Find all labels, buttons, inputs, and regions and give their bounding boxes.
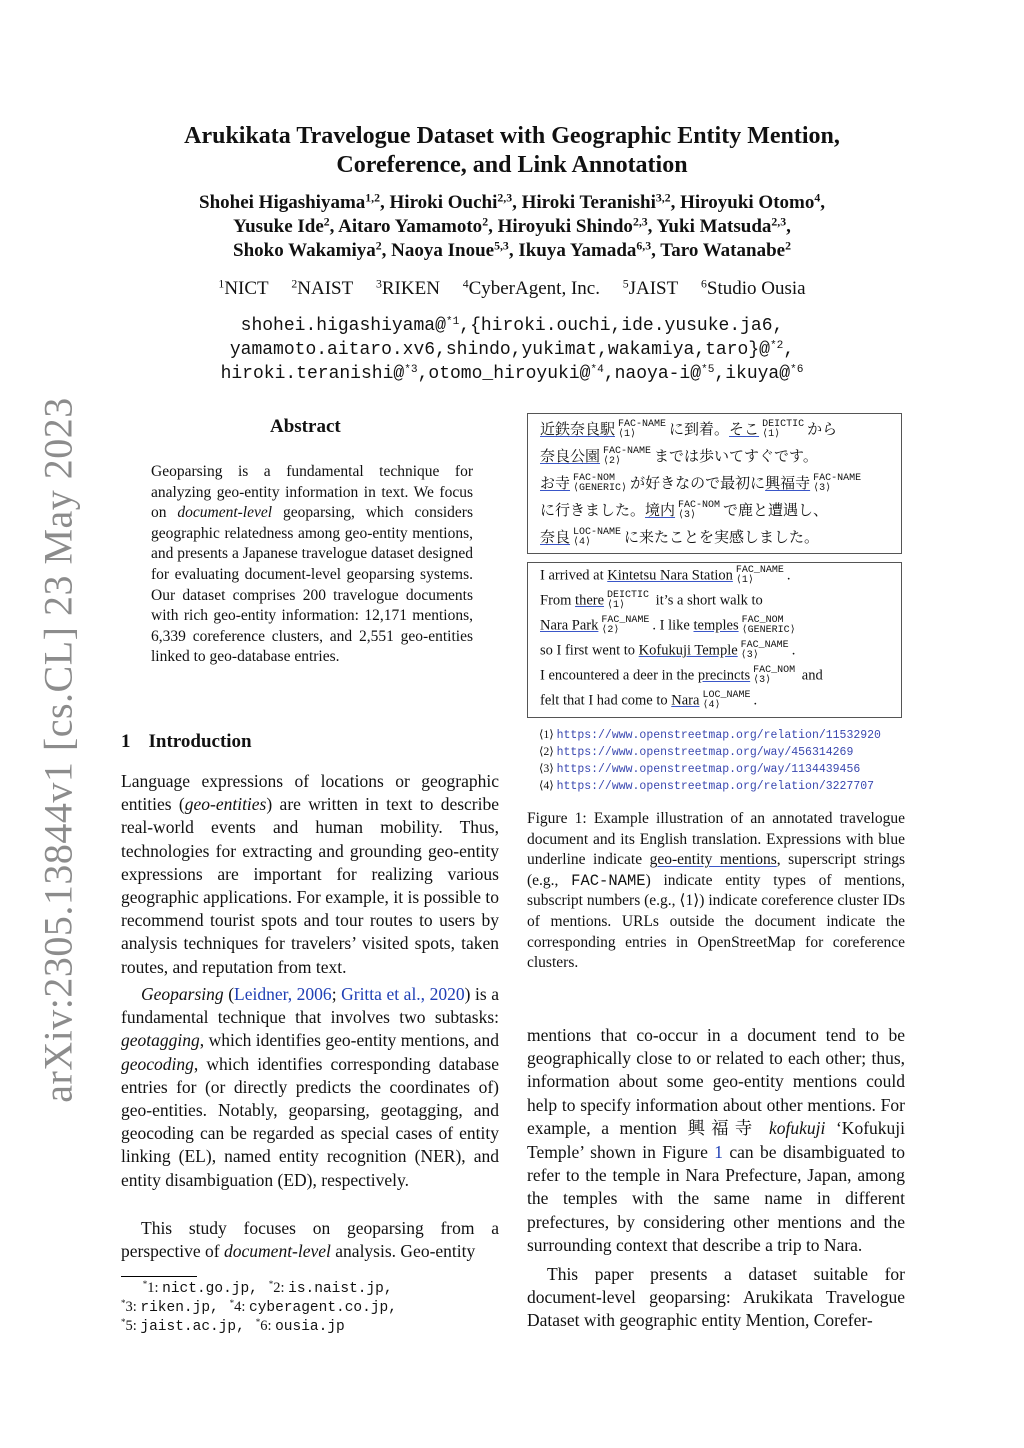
figure-english-translation	[527, 562, 902, 718]
footnote-line: *5: jaist.ac.jp, *6: ousia.jp	[121, 1317, 345, 1335]
author-name: Yusuke Ide	[233, 216, 324, 237]
url-entry: ⟨3⟩ https://www.openstreetmap.org/way/1134439456	[539, 763, 861, 776]
author-line: Yusuke Ide$^2$, Aitaro Yamamoto$^2$, Hiroyuki Shindo$^{2,3}$, Yuki Matsuda$^{2,3}$,	[233, 215, 791, 237]
footnote-line: *3: riken.jp, *4: cyberagent.co.jp,	[121, 1298, 397, 1316]
figure-line: に行きました。境内 FAC-NOM ⟨3⟩ で鹿と遭遇し、	[540, 499, 829, 521]
osm-link[interactable]: https://www.openstreetmap.org/relation/3227707	[556, 780, 875, 793]
affiliation: $^1$NICT	[218, 277, 269, 299]
author-name: Hiroki Teranishi	[521, 192, 656, 213]
figure-line: From there DEICTIC ⟨1⟩ it’s a short walk to	[540, 590, 763, 611]
author-name: Naoya Inoue	[391, 240, 495, 261]
url-entry: ⟨2⟩ https://www.openstreetmap.org/way/456314269	[539, 746, 854, 759]
email-line: hiroki.teranishi@$^{*3}$,otomo_hiroyuki@$^{*4}$,naoya-i@$^{*5}$,ikuya@$^{*6}$	[220, 363, 804, 384]
abstract-heading: Abstract	[270, 416, 341, 437]
author-line: Shohei Higashiyama$^{1,2}$, Hiroki Ouchi$^{2,3}$, Hiroki Teranishi$^{3,2}$, Hiroyuki Otomo$^4$,	[199, 191, 825, 213]
paper-title	[120, 122, 904, 180]
section-heading-introduction: 1 Introduction	[121, 731, 252, 752]
figure-japanese-example	[527, 413, 902, 554]
figure-line: felt that I had come to Nara LOC_NAME ⟨4⟩ .	[540, 690, 758, 711]
author-line: Shoko Wakamiya$^2$, Naoya Inoue$^{5,3}$, Ikuya Yamada$^{6,3}$, Taro Watanabe$^2$	[233, 239, 791, 261]
email-line: shohei.higashiyama@$^{*1}$,{hiroki.ouchi,ide.yusuke.ja6,	[240, 315, 784, 336]
affiliation: $^4$CyberAgent, Inc.	[462, 277, 600, 299]
osm-link[interactable]: https://www.openstreetmap.org/relation/11532920	[556, 729, 881, 742]
figure-line: 奈良公園 FAC-NAME ⟨2⟩ までは歩いてすぐです。	[540, 445, 818, 467]
email-line: yamamoto.aitaro.xv6,shindo,yukimat,wakamiya,taro}@$^{*2}$,	[229, 339, 795, 360]
author-name: Ikuya Yamada	[518, 240, 637, 261]
url-entry: ⟨4⟩ https://www.openstreetmap.org/relation/3227707	[539, 780, 875, 793]
footnote-line: *1: nict.go.jp, *2: is.naist.jp,	[142, 1279, 393, 1297]
figure-line: 近鉄奈良駅 FAC-NAME ⟨1⟩ に到着。そこ DEICTIC ⟨1⟩ から	[540, 418, 838, 440]
author-name: Shoko Wakamiya	[233, 240, 376, 261]
footnotes	[121, 1279, 501, 1336]
affiliation: $^2$NAIST	[291, 277, 354, 299]
arxiv-identifier	[8, 397, 108, 1103]
right-paragraph-1: mentions that co-occur in a document tend to be geographically close to or related to each other; thus, information about some geo-entity mentions could help to specify information about other mentions. For example, a mention 興福寺 kofukuji ‘Kofukuji Temple’ shown in Figure 1 can be disambiguated to refer to the temple in Nara Prefecture, Japan, among the temples with the same name in different prefectures, by considering other mentions and the surrounding context that describe a trip to Nara.	[527, 1025, 905, 1255]
figure-line: Nara Park FAC_NAME ⟨2⟩ . I like temples FAC_NOM ⟨GENERIC⟩	[540, 615, 796, 636]
intro-paragraph-3: This study focuses on geoparsing from a perspective of document-level analysis. Geo-entity	[121, 1218, 499, 1262]
figure-line: so I first went to Kofukuji Temple FAC_NAME ⟨3⟩ .	[540, 640, 796, 661]
author-name: Hiroki Ouchi	[389, 192, 498, 213]
author-emails	[120, 314, 904, 386]
affiliation: $^5$JAIST	[622, 277, 679, 299]
osm-link[interactable]: https://www.openstreetmap.org/way/456314269	[556, 746, 854, 759]
figure-line: I arrived at Kintetsu Nara Station FAC_NAME ⟨1⟩ .	[540, 565, 791, 586]
figure-line: お寺 FAC-NOM ⟨GENERIC⟩ が好きなので最初に興福寺 FAC-NAME ⟨3⟩	[540, 472, 862, 494]
osm-link[interactable]: https://www.openstreetmap.org/way/1134439456	[556, 763, 861, 776]
right-paragraph-2: This paper presents a dataset suitable for document-level geoparsing: Arukikata Travelogue Dataset with geographic entity Mention, Corefer-	[527, 1264, 905, 1331]
affiliations	[120, 278, 904, 300]
author-name: Shohei Higashiyama	[199, 192, 366, 213]
citation-link[interactable]: Leidner, 2006	[234, 984, 332, 1004]
intro-paragraph-1: Language expressions of locations or geographic entities (geo-entities) are written in text to describe real-world events and human mobility. Thus, technologies for extracting and grounding geo-entity expressions are important for realizing various geographic applications. For example, it is possible to recommend tourist spots and tour routes to users by analysis techniques for travelers’ visited spots, taken routes, and reputation from text.	[121, 771, 500, 977]
affiliation: $^6$Studio Ousia	[700, 277, 806, 299]
author-name: Yuki Matsuda	[656, 216, 772, 237]
arxiv-id-text: arXiv:2305.13844v1 [cs.CL] 23 May 2023	[35, 397, 81, 1103]
footnote-divider	[121, 1276, 197, 1277]
intro-paragraph-2: Geoparsing (Leidner, 2006; Gritta et al., 2020) is a fundamental technique that involves two subtasks: geotagging, which identifies geo-entity mentions, and geocoding, which identifies corresponding database entries for (or directly predicts the coordinates of) geo-entities. Notably, geoparsing, geotagging, and geocoding can be regarded as special cases of entity linking (EL), named entity recognition (NER), and entity disambiguation (ED), respectively.	[121, 984, 499, 1190]
figure-line: 奈良 LOC-NAME ⟨4⟩ に来たことを実感しました。	[540, 526, 820, 548]
title-line-1: Arukikata Travelogue Dataset with Geographic Entity Mention,	[184, 123, 840, 149]
abstract-text: Geoparsing is a fundamental technique for analyzing geo-entity information in text. We focus on document-level geoparsing, which considers geographic relatedness among geo-entity mentions, and presents a Japanese travelogue dataset designed for evaluating document-level geoparsing systems. Our dataset comprises 200 travelogue documents with rich geo-entity information: 12,171 mentions, 6,339 coreference clusters, and 2,551 geo-entities linked to geo-database entries.	[151, 463, 473, 666]
author-name: Aitaro Yamamoto	[338, 216, 483, 237]
figure-reference-link[interactable]: 1	[714, 1142, 724, 1163]
url-entry: ⟨1⟩ https://www.openstreetmap.org/relation/11532920	[539, 729, 881, 742]
figure-line: I encountered a deer in the precincts FAC_NOM ⟨3⟩ and	[540, 665, 823, 686]
citation-link[interactable]: Gritta et al., 2020	[341, 984, 465, 1004]
figure-caption: Figure 1: Example illustration of an annotated travelogue document and its English translation. Expressions with blue underline indicate geo-entity mentions, superscript strings (e.g., FAC-NAME) indicate entity types of mentions, subscript numbers (e.g., ⟨1⟩) indicate coreference cluster IDs of mentions. URLs outside the document indicate the corresponding entries in OpenStreetMap for coreference clusters.	[527, 810, 905, 972]
title-line-2: Coreference, and Link Annotation	[336, 152, 688, 178]
author-name: Taro Watanabe	[660, 240, 786, 261]
author-list	[120, 191, 904, 263]
author-name: Hiroyuki Shindo	[497, 216, 633, 237]
figure-url-list	[539, 727, 909, 795]
affiliation: $^3$RIKEN	[375, 277, 440, 299]
author-name: Hiroyuki Otomo	[680, 192, 815, 213]
